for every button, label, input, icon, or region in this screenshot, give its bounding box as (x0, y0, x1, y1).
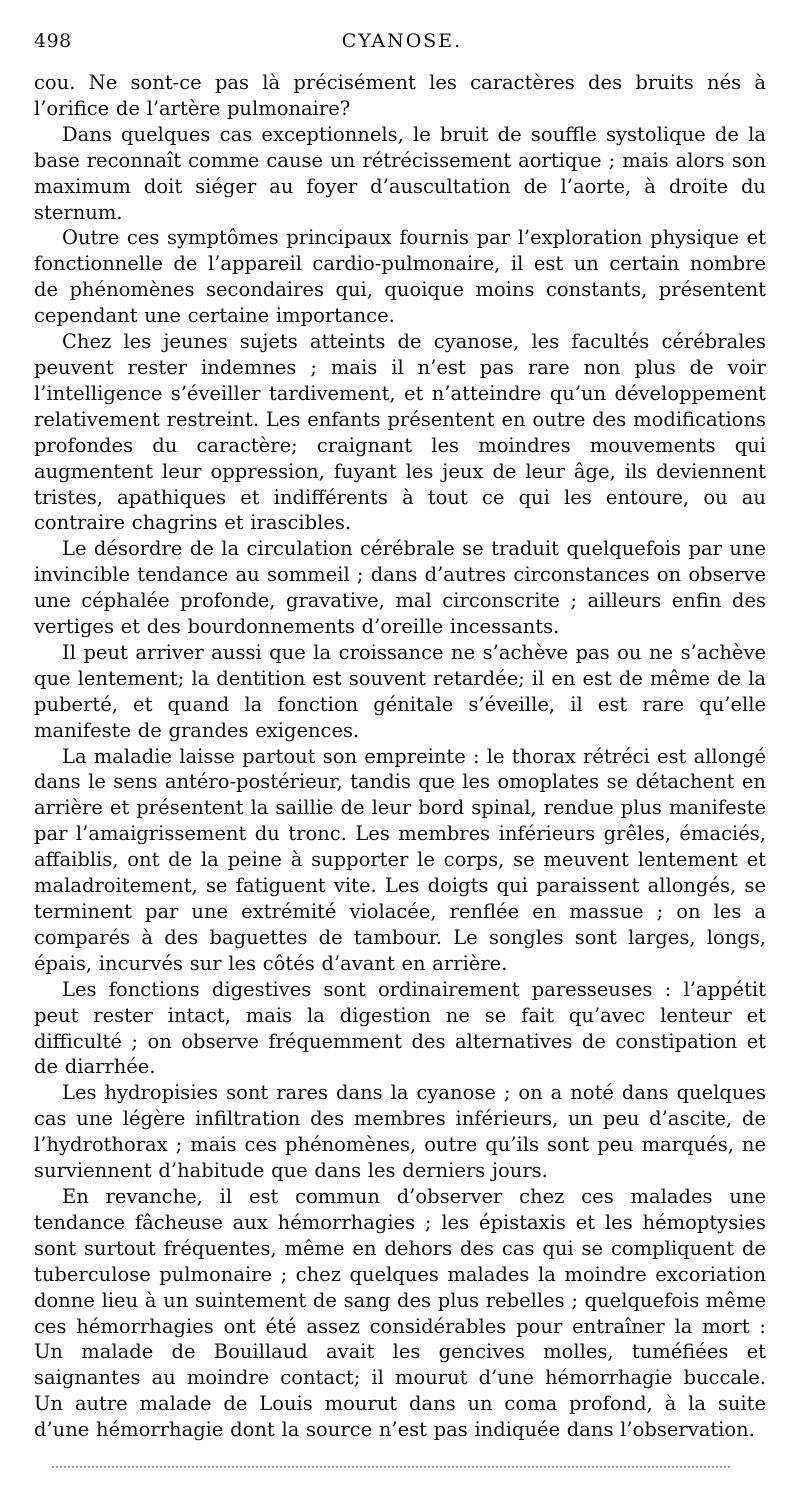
paragraph-1: cou. Ne sont-ce pas là précisément les caractères des bruits nés à l’orifice de l’artère pulmonaire? (34, 71, 766, 120)
paragraph-3: Outre ces symptômes principaux fournis par l’exploration physique et fonctionnelle de l’appareil cardio-pulmonaire, il est un certain nombre de phénomènes secondaires qui, quoique moins constants, présentent cependant une certaine importance. (34, 226, 766, 328)
paragraph-6: Il peut arriver aussi que la croissance ne s’achève pas ou ne s’achève que lentement; la dentition est souvent retardée; il en est de même de la puberté, et quand la fonction génitale s’éveille, il est rare qu’elle manifeste de grandes exigences. (34, 640, 766, 742)
running-title: CYANOSE. (341, 30, 463, 52)
paragraph-2: Dans quelques cas exceptionnels, le bruit de souffle systolique de la base reconnaît comme cause un rétrécissement aortique ; mais alors son maximum doit siéger au foyer d’auscultation de l’aorte, à droite du sternum. (34, 122, 766, 224)
paragraph-9: Les hydropisies sont rares dans la cyanose ; on a noté dans quelques cas une légère infiltration des membres inférieurs, un peu d’ascite, de l’hydrothorax ; mais ces phénomènes, outre qu’ils sont peu marqués, ne surviennent d’habitude que dans les derniers jours. (34, 1081, 766, 1183)
body-text (34, 70, 766, 1443)
page-header (34, 30, 770, 60)
footer-dotted-rule (52, 1466, 730, 1469)
page-number: 498 (34, 30, 72, 52)
paragraph-4: Chez les jeunes sujets atteints de cyanose, les facultés cérébrales peuvent rester indemnes ; mais il n’est pas rare non plus de voir l’intelligence s’éveiller tardivement, et n’atteindre qu’un développement relativement restreint. Les enfants présentent en outre des modifications profondes du caractère; craignant les moindres mouvements qui augmentent leur oppression, fuyant les jeux de leur âge, ils deviennent tristes, apathiques et indifférents à tout ce qui les entoure, ou au contraire chagrins et irascibles. (34, 330, 766, 535)
paragraph-7: La maladie laisse partout son empreinte : le thorax rétréci est allongé dans le sens antéro-postérieur, tandis que les omoplates se détachent en arrière et présentent la saillie de leur bord spinal, rendue plus manifeste par l’amaigrissement du tronc. Les membres inférieurs grêles, émaciés, affaiblis, ont de la peine à supporter le corps, se meuvent lentement et maladroitement, se fatiguent vite. Les doigts qui paraissent allongés, se terminent par une extrémité violacée, renflée en massue ; on les a comparés à des baguettes de tambour. Le songles sont larges, longs, épais, incurvés sur les côtés d’avant en arrière. (34, 744, 766, 975)
paragraph-8: Les fonctions digestives sont ordinairement paresseuses : l’appétit peut rester intact, mais la digestion ne se fait qu’avec lenteur et difficulté ; on observe fréquemment des alternatives de constipation et de diarrhée. (34, 977, 766, 1079)
paragraph-5: Le désordre de la circulation cérébrale se traduit quelquefois par une invincible tendance au sommeil ; dans d’autres circonstances on observe une céphalée profonde, gravative, mal circonscrite ; ailleurs enfin des vertiges et des bourdonnements d’oreille incessants. (34, 537, 766, 639)
paragraph-10: En revanche, il est commun d’observer chez ces malades une tendance fâcheuse aux hémorrhagies ; les épistaxis et les hémoptysies sont surtout fréquentes, même en dehors des cas qui se compliquent de tuberculose pulmonaire ; chez quelques malades la moindre excoriation donne lieu à un suintement de sang des plus rebelles ; quelquefois même ces hémorrhagies ont été assez considérables pour entraîner la mort : Un malade de Bouillaud avait les gencives molles, tuméfiées et saignantes au moindre contact; il mourut d’une hémorrhagie buccale. Un autre malade de Louis mourut dans un coma profond, à la suite d’une hémorrhagie dont la source n’est pas indiquée dans l’observation. (34, 1184, 766, 1442)
